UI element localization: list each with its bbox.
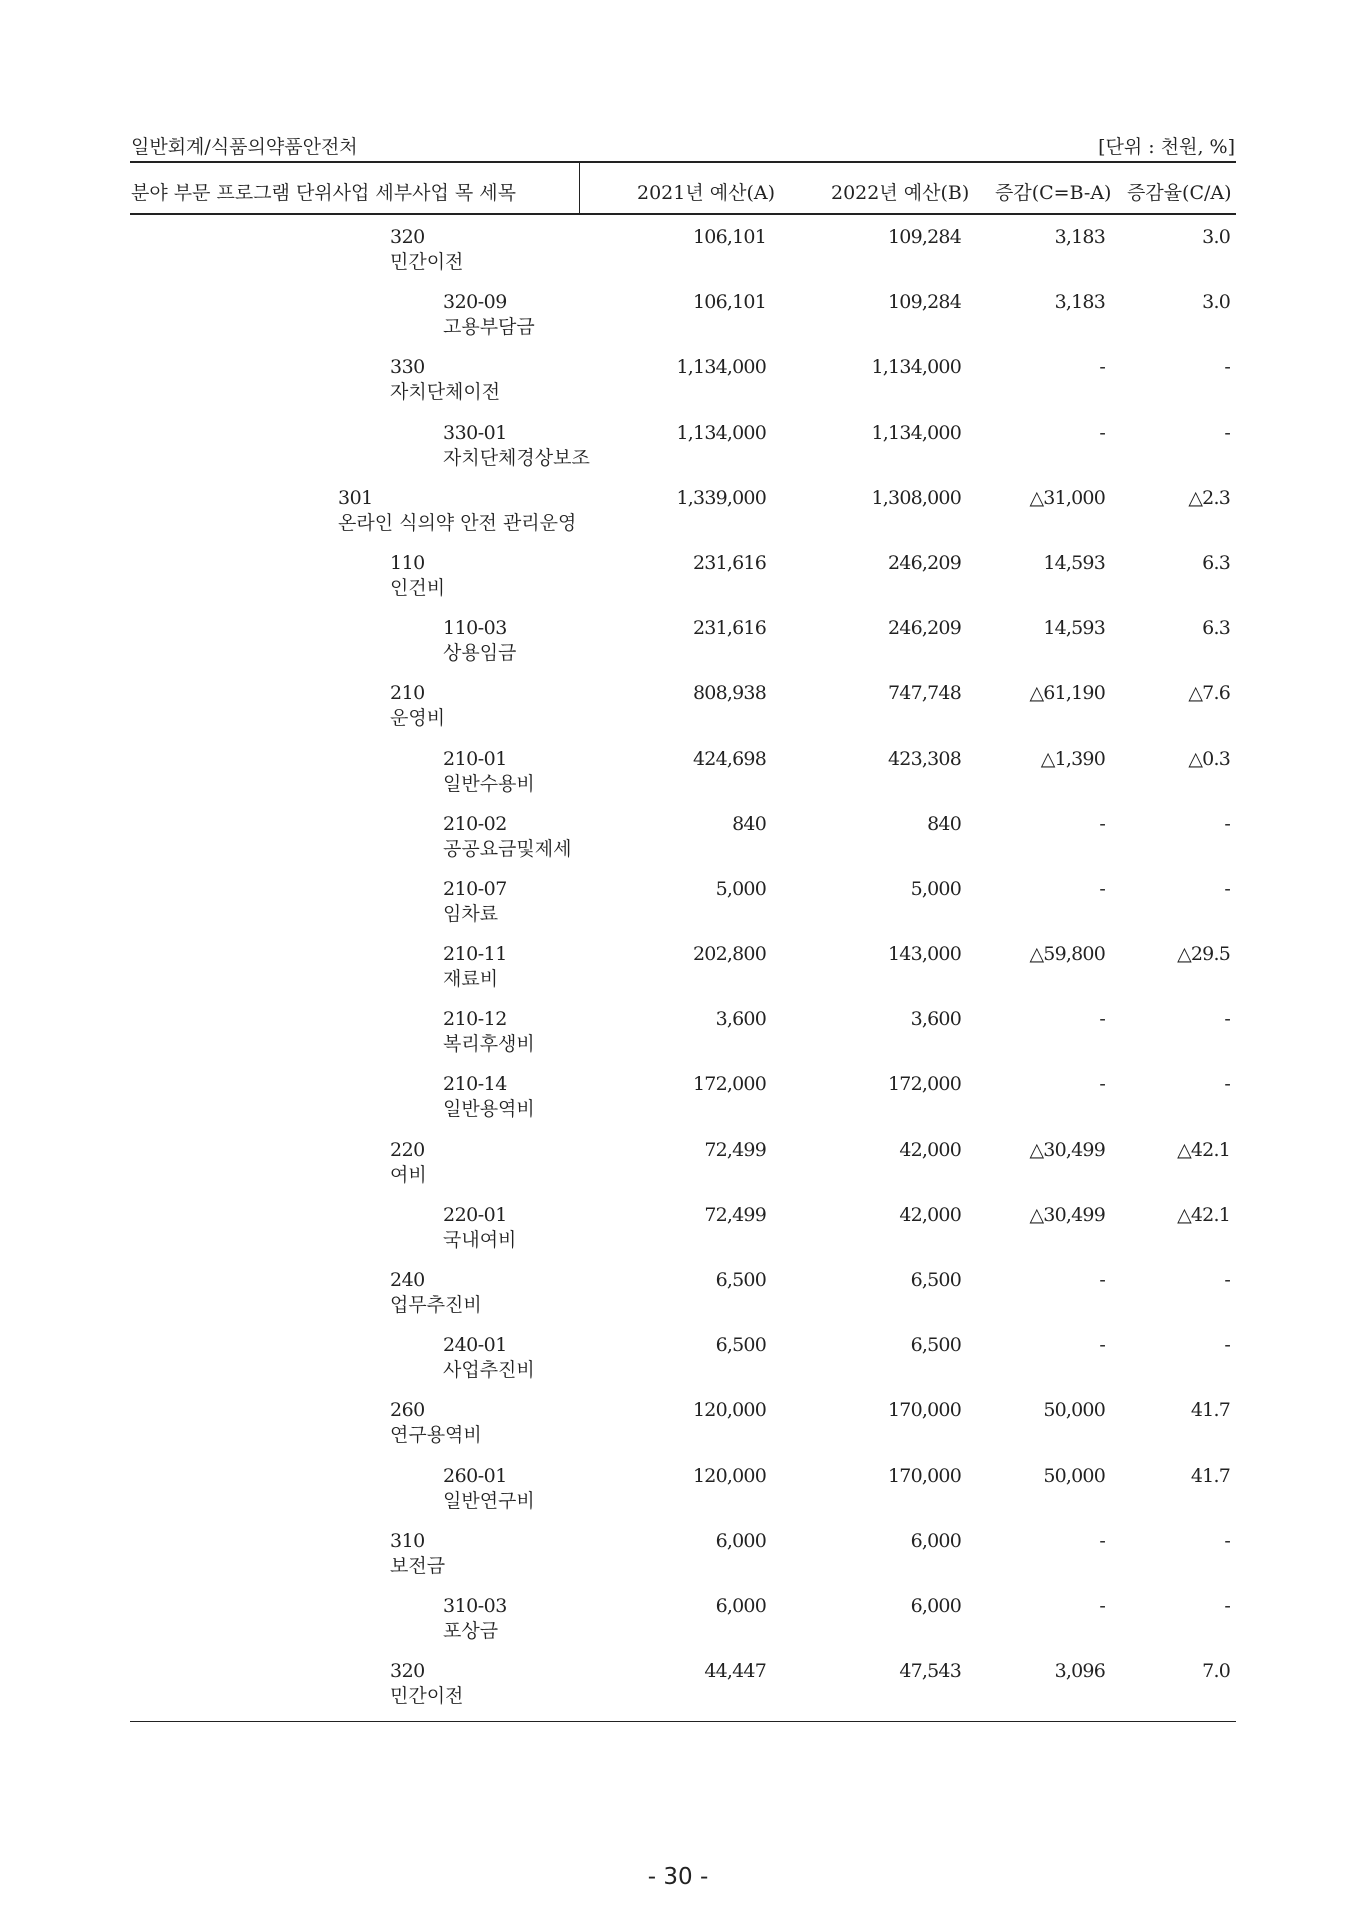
table-row xyxy=(0,1200,1356,1265)
change-value: - xyxy=(1099,1334,1105,1357)
budget-2021-value: 72,499 xyxy=(704,1138,766,1161)
budget-2022-value: 47,543 xyxy=(899,1660,961,1683)
change-value: △30,499 xyxy=(1029,1138,1105,1161)
account-title: 일반회계/식품의약품안전처 xyxy=(131,136,358,158)
table-row xyxy=(0,1069,1356,1134)
table-row xyxy=(0,548,1356,613)
item-name: 국내여비 xyxy=(443,1228,517,1251)
change-value: △1,390 xyxy=(1040,747,1105,770)
item-name: 재료비 xyxy=(443,968,499,991)
column-header-change: 증감(C=B-A) xyxy=(995,182,1112,204)
item-code: 330 xyxy=(390,356,425,379)
item-name: 연구용역비 xyxy=(390,1424,482,1447)
change-rate-value: 41.7 xyxy=(1190,1464,1230,1487)
change-value: - xyxy=(1099,812,1105,835)
item-code: 330-01 xyxy=(443,421,507,444)
change-rate-value: 6.3 xyxy=(1202,617,1230,640)
change-value: △59,800 xyxy=(1029,943,1105,966)
item-name: 자치단체경상보조 xyxy=(443,446,590,469)
item-name: 복리후생비 xyxy=(443,1033,535,1056)
budget-2022-value: 6,500 xyxy=(910,1269,961,1291)
change-value: - xyxy=(1099,1594,1105,1617)
item-name: 상용임금 xyxy=(443,642,517,665)
change-rate-value: △29.5 xyxy=(1177,943,1230,966)
change-rate-value: - xyxy=(1224,421,1230,444)
change-rate-value: 7.0 xyxy=(1202,1660,1230,1683)
budget-2022-value: 109,284 xyxy=(888,226,961,248)
table-row xyxy=(0,418,1356,483)
item-code: 240-01 xyxy=(443,1334,507,1357)
table-row xyxy=(0,1265,1356,1330)
change-value: 3,183 xyxy=(1054,226,1105,248)
budget-2021-value: 106,101 xyxy=(693,226,766,248)
change-rate-value: - xyxy=(1224,356,1230,379)
budget-2022-value: 747,748 xyxy=(888,682,961,705)
budget-2021-value: 120,000 xyxy=(693,1464,766,1487)
budget-2021-value: 231,616 xyxy=(693,617,766,640)
budget-2022-value: 6,500 xyxy=(910,1334,961,1357)
budget-2022-value: 6,000 xyxy=(910,1529,961,1552)
item-code: 240 xyxy=(390,1269,425,1291)
budget-2022-value: 246,209 xyxy=(888,617,961,640)
change-value: - xyxy=(1099,1269,1105,1291)
change-value: 50,000 xyxy=(1043,1464,1105,1487)
change-value: - xyxy=(1099,356,1105,379)
item-name: 민간이전 xyxy=(390,1685,464,1708)
item-code: 210-14 xyxy=(443,1073,507,1096)
column-header-classification: 분야 부문 프로그램 단위사업 세부사업 목 세목 xyxy=(131,182,516,204)
item-code: 220-01 xyxy=(443,1203,507,1226)
table-top-rule xyxy=(130,161,1236,163)
table-row xyxy=(0,483,1356,548)
budget-2022-value: 170,000 xyxy=(888,1464,961,1487)
item-code: 110-03 xyxy=(443,617,507,640)
budget-2021-value: 6,000 xyxy=(715,1529,766,1552)
budget-2021-value: 172,000 xyxy=(693,1073,766,1096)
budget-2022-value: 42,000 xyxy=(899,1203,961,1226)
table-row xyxy=(0,1004,1356,1069)
change-rate-value: △42.1 xyxy=(1177,1203,1230,1226)
change-value: △31,000 xyxy=(1029,486,1105,509)
budget-2022-value: 170,000 xyxy=(888,1399,961,1422)
unit-label: [단위 : 천원, %] xyxy=(1098,136,1235,158)
change-rate-value: △2.3 xyxy=(1188,486,1230,509)
budget-2021-value: 1,134,000 xyxy=(676,356,766,379)
change-value: - xyxy=(1099,1529,1105,1552)
page-number: - 30 - xyxy=(647,1864,709,1890)
budget-2022-value: 3,600 xyxy=(910,1008,961,1031)
budget-2022-value: 1,308,000 xyxy=(871,486,961,509)
item-name: 보전금 xyxy=(390,1554,446,1577)
item-name: 사업추진비 xyxy=(443,1359,535,1382)
table-row xyxy=(0,287,1356,352)
change-rate-value: - xyxy=(1224,812,1230,835)
change-value: 3,183 xyxy=(1054,291,1105,314)
budget-2022-value: 246,209 xyxy=(888,551,961,574)
table-row xyxy=(0,352,1356,417)
change-rate-value: △7.6 xyxy=(1188,682,1230,705)
table-header-rule xyxy=(130,213,1236,215)
budget-2022-value: 1,134,000 xyxy=(871,356,961,379)
table-row xyxy=(0,1656,1356,1721)
item-name: 자치단체이전 xyxy=(390,381,501,404)
table-bottom-rule xyxy=(130,1721,1236,1722)
table-row xyxy=(0,1330,1356,1395)
table-row xyxy=(0,1135,1356,1200)
change-rate-value: - xyxy=(1224,877,1230,900)
budget-2021-value: 840 xyxy=(732,812,766,835)
budget-2022-value: 143,000 xyxy=(888,943,961,966)
item-name: 일반수용비 xyxy=(443,772,535,795)
item-name: 일반연구비 xyxy=(443,1489,535,1512)
item-code: 210-07 xyxy=(443,877,507,900)
budget-2022-value: 42,000 xyxy=(899,1138,961,1161)
item-name: 민간이전 xyxy=(390,251,464,273)
change-rate-value: △42.1 xyxy=(1177,1138,1230,1161)
table-row xyxy=(0,744,1356,809)
table-row xyxy=(0,1395,1356,1460)
budget-2021-value: 231,616 xyxy=(693,551,766,574)
budget-2021-value: 5,000 xyxy=(715,877,766,900)
change-value: 50,000 xyxy=(1043,1399,1105,1422)
budget-2022-value: 6,000 xyxy=(910,1594,961,1617)
change-value: 3,096 xyxy=(1054,1660,1105,1683)
budget-2022-value: 172,000 xyxy=(888,1073,961,1096)
item-name: 업무추진비 xyxy=(390,1294,482,1316)
item-code: 210-12 xyxy=(443,1008,507,1031)
item-name: 일반용역비 xyxy=(443,1098,535,1121)
table-row xyxy=(0,874,1356,939)
item-name: 고용부담금 xyxy=(443,316,535,339)
item-code: 310 xyxy=(390,1529,425,1552)
change-value: △30,499 xyxy=(1029,1203,1105,1226)
change-value: - xyxy=(1099,1073,1105,1096)
item-code: 210-01 xyxy=(443,747,507,770)
item-code: 210 xyxy=(390,682,425,705)
budget-2021-value: 424,698 xyxy=(693,747,766,770)
table-row xyxy=(0,613,1356,678)
budget-2022-value: 840 xyxy=(927,812,961,835)
budget-table-body xyxy=(0,222,1356,1721)
change-value: - xyxy=(1099,1008,1105,1031)
budget-2021-value: 72,499 xyxy=(704,1203,766,1226)
budget-2022-value: 1,134,000 xyxy=(871,421,961,444)
item-name: 임차료 xyxy=(443,902,499,925)
table-row xyxy=(0,222,1356,287)
column-header-budget-2022: 2022년 예산(B) xyxy=(831,182,970,204)
column-header-change-rate: 증감율(C/A) xyxy=(1127,182,1232,204)
budget-2021-value: 202,800 xyxy=(693,943,766,966)
item-name: 인건비 xyxy=(390,576,446,599)
change-rate-value: - xyxy=(1224,1073,1230,1096)
budget-2022-value: 5,000 xyxy=(910,877,961,900)
item-name: 여비 xyxy=(390,1163,427,1186)
change-value: 14,593 xyxy=(1043,551,1105,574)
table-row xyxy=(0,1461,1356,1526)
budget-2021-value: 1,339,000 xyxy=(676,486,766,509)
change-rate-value: 41.7 xyxy=(1190,1399,1230,1422)
item-code: 320-09 xyxy=(443,291,507,314)
change-value: - xyxy=(1099,421,1105,444)
item-code: 210-11 xyxy=(443,943,507,966)
item-name: 온라인 식의약 안전 관리운영 xyxy=(338,511,577,534)
change-rate-value: 3.0 xyxy=(1202,226,1230,248)
item-code: 220 xyxy=(390,1138,425,1161)
budget-2022-value: 109,284 xyxy=(888,291,961,314)
item-code: 310-03 xyxy=(443,1594,507,1617)
change-rate-value: 6.3 xyxy=(1202,551,1230,574)
budget-2021-value: 6,500 xyxy=(715,1334,766,1357)
budget-2021-value: 1,134,000 xyxy=(676,421,766,444)
budget-2021-value: 120,000 xyxy=(693,1399,766,1422)
change-value: △61,190 xyxy=(1029,682,1105,705)
budget-2021-value: 3,600 xyxy=(715,1008,766,1031)
item-code: 260 xyxy=(390,1399,425,1422)
change-rate-value: - xyxy=(1224,1594,1230,1617)
column-header-budget-2021: 2021년 예산(A) xyxy=(637,182,776,204)
item-code: 110 xyxy=(390,551,425,574)
table-row xyxy=(0,809,1356,874)
budget-2021-value: 44,447 xyxy=(704,1660,766,1683)
change-value: - xyxy=(1099,877,1105,900)
header-column-divider xyxy=(579,163,580,213)
budget-2021-value: 106,101 xyxy=(693,291,766,314)
change-rate-value: △0.3 xyxy=(1188,747,1230,770)
budget-2021-value: 808,938 xyxy=(693,682,766,705)
budget-2022-value: 423,308 xyxy=(888,747,961,770)
table-row xyxy=(0,1591,1356,1656)
item-code: 301 xyxy=(338,486,373,509)
budget-2021-value: 6,000 xyxy=(715,1594,766,1617)
change-rate-value: - xyxy=(1224,1269,1230,1291)
budget-2021-value: 6,500 xyxy=(715,1269,766,1291)
item-code: 320 xyxy=(390,1660,425,1683)
table-row xyxy=(0,1526,1356,1591)
item-code: 260-01 xyxy=(443,1464,507,1487)
table-row xyxy=(0,678,1356,743)
item-code: 210-02 xyxy=(443,812,507,835)
item-code: 320 xyxy=(390,226,425,248)
change-rate-value: - xyxy=(1224,1008,1230,1031)
change-rate-value: - xyxy=(1224,1529,1230,1552)
change-rate-value: 3.0 xyxy=(1202,291,1230,314)
change-rate-value: - xyxy=(1224,1334,1230,1357)
change-value: 14,593 xyxy=(1043,617,1105,640)
table-row xyxy=(0,939,1356,1004)
item-name: 운영비 xyxy=(390,707,446,730)
item-name: 포상금 xyxy=(443,1619,499,1642)
item-name: 공공요금및제세 xyxy=(443,837,572,860)
